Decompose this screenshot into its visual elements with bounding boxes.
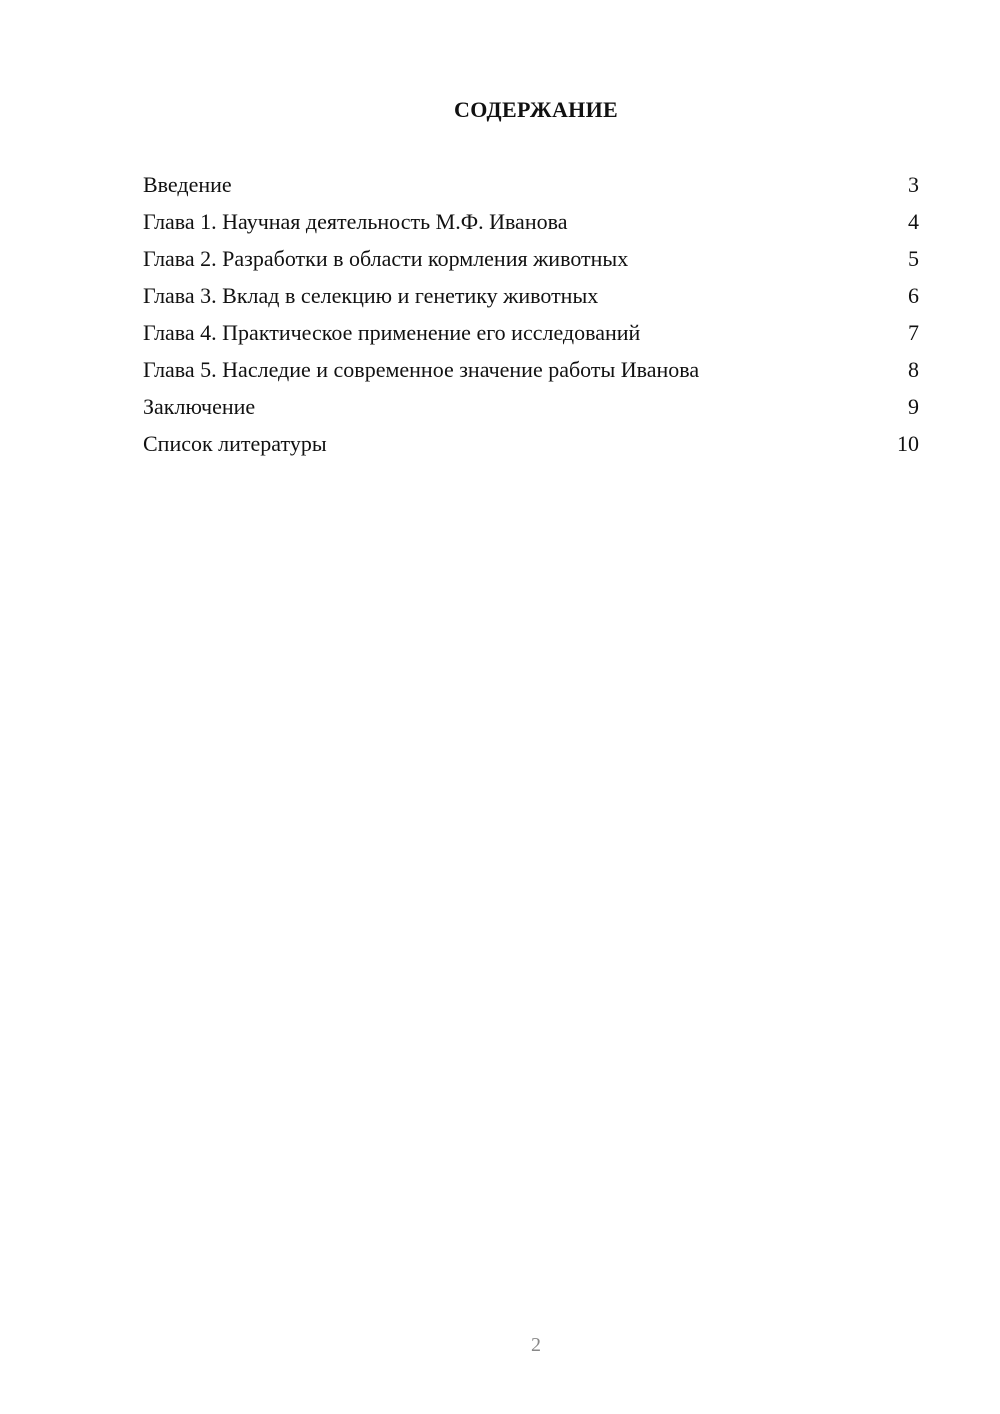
toc-item-chapter-2[interactable] (143, 244, 919, 281)
toc-item-label: Глава 5. Наследие и современное значение работы Иванова (143, 357, 700, 382)
toc-item-chapter-4[interactable] (143, 318, 919, 355)
toc-item-label: Глава 3. Вклад в селекцию и генетику животных (143, 283, 599, 308)
toc-item-chapter-3[interactable] (143, 281, 919, 318)
toc-item-page: 10 (897, 431, 919, 456)
toc-item-page: 7 (908, 320, 919, 345)
toc-item-label: Список литературы (143, 431, 327, 456)
toc-item-chapter-1[interactable] (143, 207, 919, 244)
toc-item-label: Введение (143, 172, 232, 197)
toc-item-label: Глава 2. Разработки в области кормления животных (143, 246, 629, 271)
toc-item-label: Глава 1. Научная деятельность М.Ф. Иванова (143, 209, 568, 234)
toc-item-page: 4 (908, 209, 919, 234)
toc-item-page: 9 (908, 394, 919, 419)
toc-title: СОДЕРЖАНИЕ (454, 97, 618, 122)
toc-item-bibliography[interactable] (143, 429, 919, 466)
toc-item-label: Глава 4. Практическое применение его исследований (143, 320, 641, 345)
toc-item-page: 5 (908, 246, 919, 271)
toc-item-introduction[interactable] (143, 170, 919, 207)
page-number: 2 (531, 1334, 541, 1356)
toc-item-page: 3 (908, 172, 919, 197)
toc-item-page: 8 (908, 357, 919, 382)
toc-item-label: Заключение (143, 394, 256, 419)
toc-item-chapter-5[interactable] (143, 355, 919, 392)
toc-list (143, 170, 919, 466)
toc-item-page: 6 (908, 283, 919, 308)
toc-item-conclusion[interactable] (143, 392, 919, 429)
